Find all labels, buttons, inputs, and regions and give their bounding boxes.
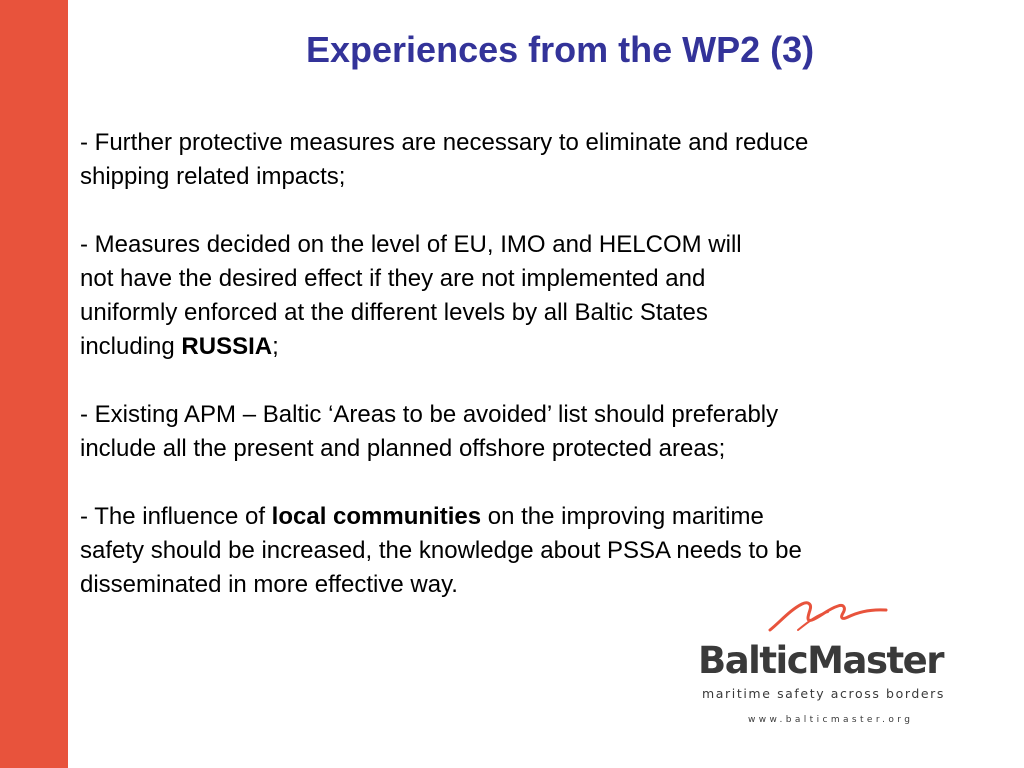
logo-tagline: maritime safety across borders <box>702 686 946 701</box>
bullet-paragraph-3 <box>80 398 960 466</box>
balticmaster-logo <box>698 600 958 735</box>
text-line: on the improving maritime <box>481 503 764 530</box>
text-line: not have the desired effect if they are not implemented and <box>80 265 706 292</box>
text-line: - Measures decided on the level of EU, IMO and HELCOM will <box>80 231 742 258</box>
emphasis-local-communities: local communities <box>271 503 482 530</box>
logo-url: www.balticmaster.org <box>748 715 914 725</box>
text-line: safety should be increased, the knowledge about PSSA needs to be <box>80 537 802 564</box>
text-line: uniformly enforced at the different levels by all Baltic States <box>80 299 708 326</box>
text-line: - Further protective measures are necessary to eliminate and reduce <box>80 129 809 156</box>
slide-body <box>80 126 960 602</box>
emphasis-russia: RUSSIA <box>181 333 273 360</box>
logo-wordmark: BalticMaster <box>698 639 943 682</box>
text-line: ; <box>272 333 279 360</box>
text-line: - The influence of <box>80 503 272 530</box>
text-line: include all the present and planned offshore protected areas; <box>80 435 726 462</box>
bullet-paragraph-1 <box>80 126 960 194</box>
text-line: disseminated in more effective way. <box>80 571 458 598</box>
wave-mark-icon <box>768 600 888 634</box>
bullet-paragraph-2 <box>80 228 960 364</box>
text-line: including <box>80 333 182 360</box>
text-line: - Existing APM – Baltic ‘Areas to be avoided’ list should preferably <box>80 401 779 428</box>
text-line: shipping related impacts; <box>80 163 346 190</box>
slide-title: Experiences from the WP2 (3) <box>306 29 815 70</box>
side-accent-bar <box>0 0 68 768</box>
bullet-paragraph-4 <box>80 500 960 602</box>
